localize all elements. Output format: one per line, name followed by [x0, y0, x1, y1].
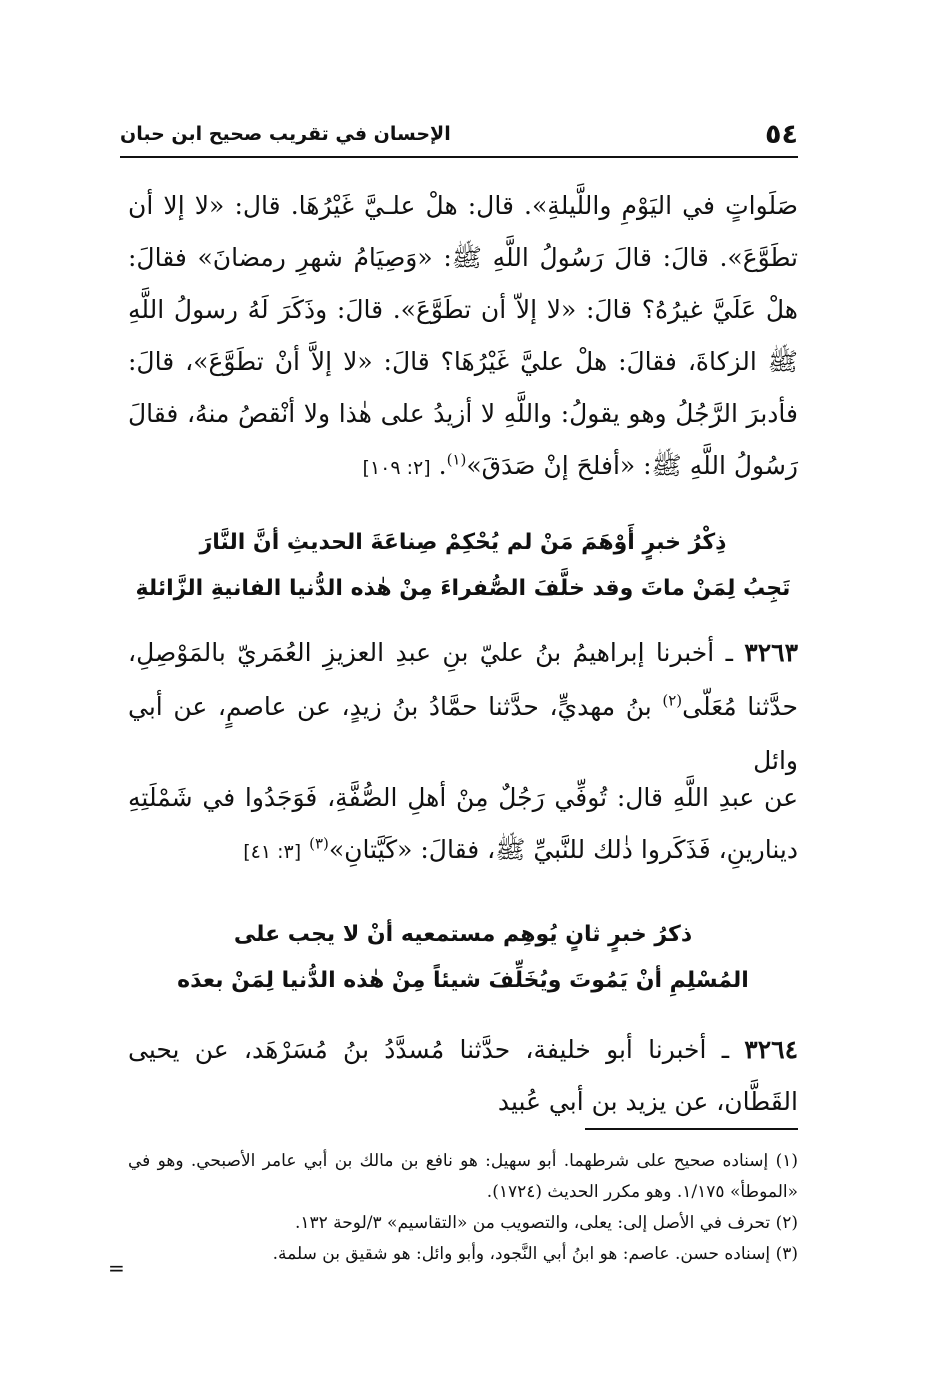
footnote-marker: (٢)	[775, 1213, 798, 1233]
hadith-paragraph-3	[128, 772, 798, 878]
heading-line-1: ذكرُ خبرٍ ثانٍ يُوهِم مستمعيه أنْ لا يجب على	[233, 922, 693, 947]
paragraph-text: عن عبدِ اللَّهِ قال: تُوفِّي رَجُلٌ مِنْ أهلِ الصُّفَّةِ، فَوَجَدُوا في شَمْلَتِهِ دينارينِ، فَذَكَروا ذٰلك للنَّبيِّ ﷺ، فقالَ: «كَيَّتانِ»	[128, 783, 798, 864]
paragraph-text-continued: بنُ مهديٍّ، حدَّثنا حمَّادُ بنُ زيدٍ، عن عاصمٍ، عن أبي وائل	[128, 692, 798, 775]
paragraph-text: ـ أخبرنا أبو خليفة، حدَّثنا مُسدَّدُ بنُ مُسَرْهَد، عن يحيى القَطَّان، عن يزيد بن أبي عُبيد	[128, 1035, 798, 1116]
footnote-marker-3: (٣)	[309, 834, 329, 853]
page-header	[120, 112, 798, 158]
footnote-marker: (١)	[775, 1151, 798, 1171]
hadith-number: ٣٢٦٤	[744, 1035, 798, 1064]
footnote-separator	[585, 1128, 798, 1130]
footnote-marker: (٣)	[775, 1244, 798, 1264]
footnote-text: تحرف في الأصل إلى: يعلى، والتصويب من «التقاسيم» ٣/لوحة ١٣٢.	[294, 1213, 771, 1233]
hadith-number: ٣٢٦٣	[744, 638, 798, 667]
footnote-marker-1: (١)	[446, 450, 467, 469]
hadith-paragraph-4	[128, 1024, 798, 1128]
footnote-1	[128, 1146, 798, 1208]
hadith-paragraph-1: صَلَواتٍ في اليَوْمِ واللَّيلةِ». قال: هلْ علـيَّ غَيْرُهَا. قال: «لا إلا أن تطَوَّعَ». قالَ: قالَ رَسُولُ اللَّهِ ﷺ: «وَصِيَامُ شهرِ رمضانَ» فقالَ: هلْ عَلَيَّ غيرُهُ؟ قالَ: «لا إلاّ أن تطَوَّعَ». قالَ: وذَكَرَ لَهُ رسولُ اللَّهِ ﷺ الزكاةَ، فقالَ: هلْ عليَّ غَيْرُهَا؟ قالَ: «لا إلاَّ أنْ تطَوَّعَ»، قالَ: فأدبرَ الرَّجُلُ وهو يقولُ: واللَّهِ لا أزيدُ على هٰذا ولا أنْقصُ منهُ، فقالَ رَسُولُ اللَّهِ ﷺ: «أفلحَ إنْ صَدَقَ»$^{(١)}$. [٢: ١٠٩]	[128, 191, 798, 480]
footnote-2	[128, 1208, 798, 1239]
continuation-mark: =	[108, 1256, 125, 1280]
heading-line-2: تَجِبُ لِمَنْ ماتَ وقد خلَّفَ الصُّفراءَ مِنْ هٰذه الدُّنيا الفانيةِ الزَّائلةِ	[135, 576, 791, 601]
page-number: ٥٤	[765, 118, 798, 150]
paragraph-text: صَلَواتٍ في اليَوْمِ واللَّيلةِ». قال: هلْ علـيَّ غَيْرُهَا. قال: «لا إلا أن تطَوَّعَ». قالَ: قالَ رَسُولُ اللَّهِ ﷺ: «وَصِيَامُ شهرِ رمضانَ» فقالَ: هلْ عَلَيَّ غيرُهُ؟ قالَ: «لا إلاّ أن تطَوَّعَ». قالَ: وذَكَرَ لَهُ رسولُ اللَّهِ ﷺ الزكاةَ، فقالَ: هلْ عليَّ غَيْرُهَا؟ قالَ: «لا إلاَّ أنْ تطَوَّعَ»، قالَ: فأدبرَ الرَّجُلُ وهو يقولُ: واللَّهِ لا أزيدُ على هٰذا ولا أنْقصُ منهُ، فقالَ رَسُولُ اللَّهِ ﷺ: «أفلحَ إنْ صَدَقَ»	[128, 191, 798, 480]
chapter-heading-1	[128, 520, 798, 612]
hadith-reference: [٣: ٤١]	[243, 841, 302, 863]
hadith-reference: [٢: ١٠٩]	[362, 457, 431, 479]
chapter-heading-2	[128, 912, 798, 1004]
footnote-marker-2: (٢)	[662, 691, 683, 710]
running-title: الإحسان في تقريب صحيح ابن حبان	[120, 123, 451, 145]
footnote-text: إسناده حسن. عاصم: هو ابنُ أبي النَّجود، وأبو وائل: هو شقيق بن سلمة.	[272, 1244, 771, 1264]
heading-line-1: ذِكْرُ خبرٍ أَوْهَمَ مَنْ لم يُحْكِمْ صِناعَةَ الحديثِ أنَّ النَّارَ	[199, 530, 727, 555]
heading-line-2: المُسْلِمِ أنْ يَمُوتَ ويُخَلِّفَ شيئاً مِنْ هٰذه الدُّنيا لِمَنْ بعدَه	[177, 968, 749, 993]
footnotes	[128, 1146, 798, 1270]
paragraph-text: ـ أخبرنا إبراهيمُ بنُ عليّ بنِ عبدِ العزيزِ العُمَريّ بالمَوْصِلِ، حدَّثنا مُعَلّى	[128, 638, 798, 721]
hadith-paragraph-2	[128, 626, 798, 788]
footnote-text: إسناده صحيح على شرطهما. أبو سهيل: هو نافع بن مالك بن أبي عامر الأصبحي. وهو في «الموطأ» ١/١٧٥. وهو مكرر الحديث (١٧٢٤).	[128, 1151, 798, 1202]
footnote-3	[128, 1239, 798, 1270]
